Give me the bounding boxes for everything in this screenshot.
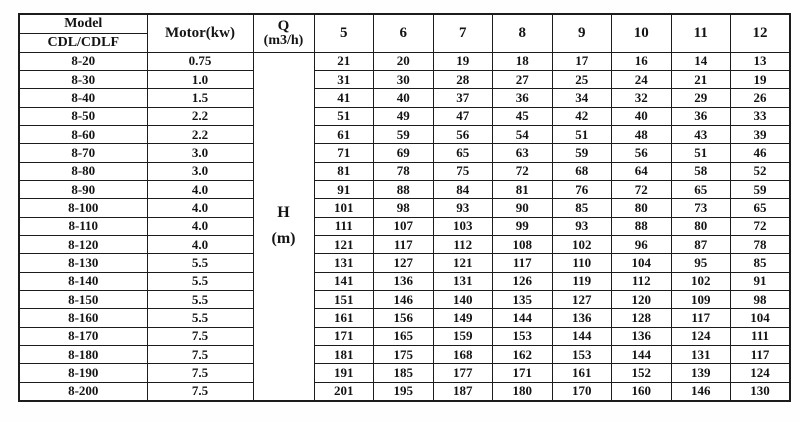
head-value-cell: 31 — [314, 70, 374, 88]
head-value-cell: 187 — [433, 382, 493, 400]
table-row — [19, 162, 790, 180]
table-row — [19, 144, 790, 162]
head-value-cell: 88 — [612, 217, 672, 235]
model-cell: 8-200 — [19, 382, 147, 400]
head-value-cell: 121 — [314, 235, 374, 253]
motor-cell: 7.5 — [147, 364, 253, 382]
head-value-cell: 181 — [314, 346, 374, 364]
head-value-cell: 27 — [493, 70, 553, 88]
motor-cell: 5.5 — [147, 309, 253, 327]
head-value-cell: 65 — [433, 144, 493, 162]
head-value-cell: 39 — [731, 125, 791, 143]
table-header — [19, 14, 790, 52]
header-row-top — [19, 14, 790, 33]
head-value-cell: 162 — [493, 346, 553, 364]
table-row — [19, 235, 790, 253]
header-flow-8: 8 — [493, 14, 553, 52]
head-value-cell: 161 — [314, 309, 374, 327]
head-value-cell: 75 — [433, 162, 493, 180]
head-value-cell: 48 — [612, 125, 672, 143]
model-cell: 8-80 — [19, 162, 147, 180]
head-value-cell: 170 — [552, 382, 612, 400]
head-value-cell: 104 — [731, 309, 791, 327]
head-value-cell: 34 — [552, 89, 612, 107]
table-row — [19, 309, 790, 327]
head-value-cell: 24 — [612, 70, 672, 88]
head-value-cell: 36 — [493, 89, 553, 107]
head-value-cell: 124 — [731, 364, 791, 382]
head-value-cell: 81 — [493, 180, 553, 198]
head-value-cell: 161 — [552, 364, 612, 382]
head-value-cell: 130 — [731, 382, 791, 400]
head-value-cell: 32 — [612, 89, 672, 107]
head-value-cell: 72 — [612, 180, 672, 198]
table-row — [19, 180, 790, 198]
head-value-cell: 68 — [552, 162, 612, 180]
head-value-cell: 136 — [552, 309, 612, 327]
head-value-cell: 140 — [433, 290, 493, 308]
head-value-cell: 93 — [433, 199, 493, 217]
head-value-cell: 126 — [493, 272, 553, 290]
head-symbol: H — [277, 204, 290, 222]
motor-cell: 2.2 — [147, 107, 253, 125]
head-value-cell: 17 — [552, 52, 612, 70]
head-value-cell: 110 — [552, 254, 612, 272]
head-value-cell: 180 — [493, 382, 553, 400]
head-value-cell: 151 — [314, 290, 374, 308]
head-value-cell: 144 — [552, 327, 612, 345]
model-cell: 8-100 — [19, 199, 147, 217]
head-value-cell: 72 — [731, 217, 791, 235]
head-value-cell: 98 — [374, 199, 434, 217]
head-value-cell: 21 — [671, 70, 731, 88]
head-value-cell: 117 — [671, 309, 731, 327]
head-value-cell: 42 — [552, 107, 612, 125]
table-row — [19, 327, 790, 345]
head-value-cell: 135 — [493, 290, 553, 308]
motor-cell: 1.0 — [147, 70, 253, 88]
table-row — [19, 290, 790, 308]
motor-cell: 5.5 — [147, 272, 253, 290]
model-cell: 8-30 — [19, 70, 147, 88]
head-value-cell: 76 — [552, 180, 612, 198]
head-value-cell: 171 — [493, 364, 553, 382]
head-value-cell: 191 — [314, 364, 374, 382]
head-value-cell: 51 — [314, 107, 374, 125]
table-row — [19, 217, 790, 235]
head-value-cell: 52 — [731, 162, 791, 180]
table-row — [19, 107, 790, 125]
head-value-cell: 111 — [314, 217, 374, 235]
head-value-cell: 54 — [493, 125, 553, 143]
head-value-cell: 120 — [612, 290, 672, 308]
head-value-cell: 108 — [493, 235, 553, 253]
motor-cell: 2.2 — [147, 125, 253, 143]
head-value-cell: 36 — [671, 107, 731, 125]
head-value-cell: 56 — [433, 125, 493, 143]
head-value-cell: 127 — [552, 290, 612, 308]
header-flow-11: 11 — [671, 14, 731, 52]
head-value-cell: 152 — [612, 364, 672, 382]
model-cell: 8-50 — [19, 107, 147, 125]
head-value-cell: 87 — [671, 235, 731, 253]
head-value-cell: 26 — [731, 89, 791, 107]
head-value-cell: 99 — [493, 217, 553, 235]
head-value-cell: 64 — [612, 162, 672, 180]
q-symbol: Q — [277, 18, 290, 35]
head-value-cell: 149 — [433, 309, 493, 327]
header-flow-5: 5 — [314, 14, 374, 52]
head-value-cell: 21 — [314, 52, 374, 70]
head-unit-cell — [253, 52, 314, 401]
head-value-cell: 131 — [433, 272, 493, 290]
head-value-cell: 14 — [671, 52, 731, 70]
head-value-cell: 153 — [493, 327, 553, 345]
head-value-cell: 51 — [671, 144, 731, 162]
head-value-cell: 13 — [731, 52, 791, 70]
head-value-cell: 117 — [493, 254, 553, 272]
head-value-cell: 96 — [612, 235, 672, 253]
header-flow-9: 9 — [552, 14, 612, 52]
head-value-cell: 29 — [671, 89, 731, 107]
head-value-cell: 98 — [731, 290, 791, 308]
model-cell: 8-190 — [19, 364, 147, 382]
head-value-cell: 69 — [374, 144, 434, 162]
header-flow-6: 6 — [374, 14, 434, 52]
head-value-cell: 93 — [552, 217, 612, 235]
pump-spec-table — [18, 13, 791, 402]
motor-cell: 4.0 — [147, 180, 253, 198]
table-row — [19, 89, 790, 107]
motor-cell: 4.0 — [147, 217, 253, 235]
head-value-cell: 18 — [493, 52, 553, 70]
head-value-cell: 71 — [314, 144, 374, 162]
motor-cell: 4.0 — [147, 235, 253, 253]
head-value-cell: 85 — [731, 254, 791, 272]
head-value-cell: 88 — [374, 180, 434, 198]
head-value-cell: 80 — [612, 199, 672, 217]
header-flow-7: 7 — [433, 14, 493, 52]
head-value-cell: 58 — [671, 162, 731, 180]
head-value-cell: 72 — [493, 162, 553, 180]
motor-cell: 3.0 — [147, 144, 253, 162]
head-value-cell: 25 — [552, 70, 612, 88]
motor-cell: 7.5 — [147, 346, 253, 364]
header-flow-10: 10 — [612, 14, 672, 52]
head-value-cell: 201 — [314, 382, 374, 400]
head-value-cell: 121 — [433, 254, 493, 272]
head-value-cell: 95 — [671, 254, 731, 272]
motor-cell: 7.5 — [147, 382, 253, 400]
header-flow-q — [253, 14, 314, 52]
head-value-cell: 104 — [612, 254, 672, 272]
head-value-cell: 160 — [612, 382, 672, 400]
head-value-cell: 19 — [731, 70, 791, 88]
head-value-cell: 84 — [433, 180, 493, 198]
head-value-cell: 144 — [493, 309, 553, 327]
model-cell: 8-140 — [19, 272, 147, 290]
model-cell: 8-160 — [19, 309, 147, 327]
head-value-cell: 49 — [374, 107, 434, 125]
header-model-series: CDL/CDLF — [19, 33, 147, 52]
head-value-cell: 139 — [671, 364, 731, 382]
head-value-cell: 28 — [433, 70, 493, 88]
model-cell: 8-20 — [19, 52, 147, 70]
table-row — [19, 272, 790, 290]
table-row — [19, 52, 790, 70]
head-value-cell: 65 — [731, 199, 791, 217]
head-value-cell: 112 — [433, 235, 493, 253]
head-value-cell: 47 — [433, 107, 493, 125]
head-value-cell: 65 — [671, 180, 731, 198]
table-row — [19, 70, 790, 88]
motor-cell: 7.5 — [147, 327, 253, 345]
head-value-cell: 33 — [731, 107, 791, 125]
table-row — [19, 364, 790, 382]
head-value-cell: 131 — [314, 254, 374, 272]
head-value-cell: 40 — [374, 89, 434, 107]
head-value-cell: 41 — [314, 89, 374, 107]
head-value-cell: 73 — [671, 199, 731, 217]
head-value-cell: 91 — [314, 180, 374, 198]
head-value-cell: 85 — [552, 199, 612, 217]
head-value-cell: 177 — [433, 364, 493, 382]
head-value-cell: 59 — [552, 144, 612, 162]
head-value-cell: 117 — [731, 346, 791, 364]
head-value-cell: 78 — [374, 162, 434, 180]
head-value-cell: 43 — [671, 125, 731, 143]
head-value-cell: 19 — [433, 52, 493, 70]
model-cell: 8-70 — [19, 144, 147, 162]
head-value-cell: 56 — [612, 144, 672, 162]
q-unit: (m3/h) — [263, 32, 304, 48]
model-cell: 8-120 — [19, 235, 147, 253]
head-value-cell: 146 — [671, 382, 731, 400]
model-cell: 8-170 — [19, 327, 147, 345]
head-value-cell: 102 — [671, 272, 731, 290]
head-value-cell: 146 — [374, 290, 434, 308]
head-value-cell: 101 — [314, 199, 374, 217]
model-cell: 8-180 — [19, 346, 147, 364]
model-cell: 8-130 — [19, 254, 147, 272]
model-cell: 8-90 — [19, 180, 147, 198]
head-value-cell: 119 — [552, 272, 612, 290]
head-value-cell: 78 — [731, 235, 791, 253]
head-value-cell: 128 — [612, 309, 672, 327]
head-value-cell: 175 — [374, 346, 434, 364]
head-value-cell: 124 — [671, 327, 731, 345]
head-unit: (m) — [271, 230, 296, 248]
head-value-cell: 131 — [671, 346, 731, 364]
table-row — [19, 382, 790, 400]
model-cell: 8-60 — [19, 125, 147, 143]
head-value-cell: 91 — [731, 272, 791, 290]
head-value-cell: 30 — [374, 70, 434, 88]
head-value-cell: 37 — [433, 89, 493, 107]
head-value-cell: 40 — [612, 107, 672, 125]
head-value-cell: 168 — [433, 346, 493, 364]
head-value-cell: 103 — [433, 217, 493, 235]
head-value-cell: 136 — [374, 272, 434, 290]
head-value-cell: 63 — [493, 144, 553, 162]
head-value-cell: 107 — [374, 217, 434, 235]
head-value-cell: 159 — [433, 327, 493, 345]
table-row — [19, 125, 790, 143]
head-value-cell: 102 — [552, 235, 612, 253]
motor-cell: 1.5 — [147, 89, 253, 107]
head-value-cell: 153 — [552, 346, 612, 364]
head-value-cell: 51 — [552, 125, 612, 143]
head-value-cell: 45 — [493, 107, 553, 125]
model-cell: 8-110 — [19, 217, 147, 235]
table-body — [19, 52, 790, 401]
head-value-cell: 109 — [671, 290, 731, 308]
motor-cell: 5.5 — [147, 254, 253, 272]
model-cell: 8-40 — [19, 89, 147, 107]
header-flow-12: 12 — [731, 14, 791, 52]
motor-cell: 0.75 — [147, 52, 253, 70]
head-value-cell: 20 — [374, 52, 434, 70]
head-value-cell: 136 — [612, 327, 672, 345]
model-cell: 8-150 — [19, 290, 147, 308]
motor-cell: 3.0 — [147, 162, 253, 180]
head-value-cell: 127 — [374, 254, 434, 272]
head-value-cell: 59 — [731, 180, 791, 198]
motor-cell: 4.0 — [147, 199, 253, 217]
head-value-cell: 111 — [731, 327, 791, 345]
head-value-cell: 171 — [314, 327, 374, 345]
head-value-cell: 156 — [374, 309, 434, 327]
head-value-cell: 185 — [374, 364, 434, 382]
head-value-cell: 80 — [671, 217, 731, 235]
head-value-cell: 81 — [314, 162, 374, 180]
head-value-cell: 59 — [374, 125, 434, 143]
header-motor: Motor(kw) — [147, 14, 253, 52]
header-model: Model — [19, 14, 147, 33]
table-row — [19, 254, 790, 272]
head-value-cell: 112 — [612, 272, 672, 290]
head-value-cell: 117 — [374, 235, 434, 253]
table-row — [19, 346, 790, 364]
table-row — [19, 199, 790, 217]
motor-cell: 5.5 — [147, 290, 253, 308]
head-value-cell: 61 — [314, 125, 374, 143]
head-value-cell: 16 — [612, 52, 672, 70]
head-value-cell: 144 — [612, 346, 672, 364]
head-value-cell: 90 — [493, 199, 553, 217]
head-value-cell: 195 — [374, 382, 434, 400]
head-value-cell: 165 — [374, 327, 434, 345]
head-value-cell: 46 — [731, 144, 791, 162]
head-value-cell: 141 — [314, 272, 374, 290]
